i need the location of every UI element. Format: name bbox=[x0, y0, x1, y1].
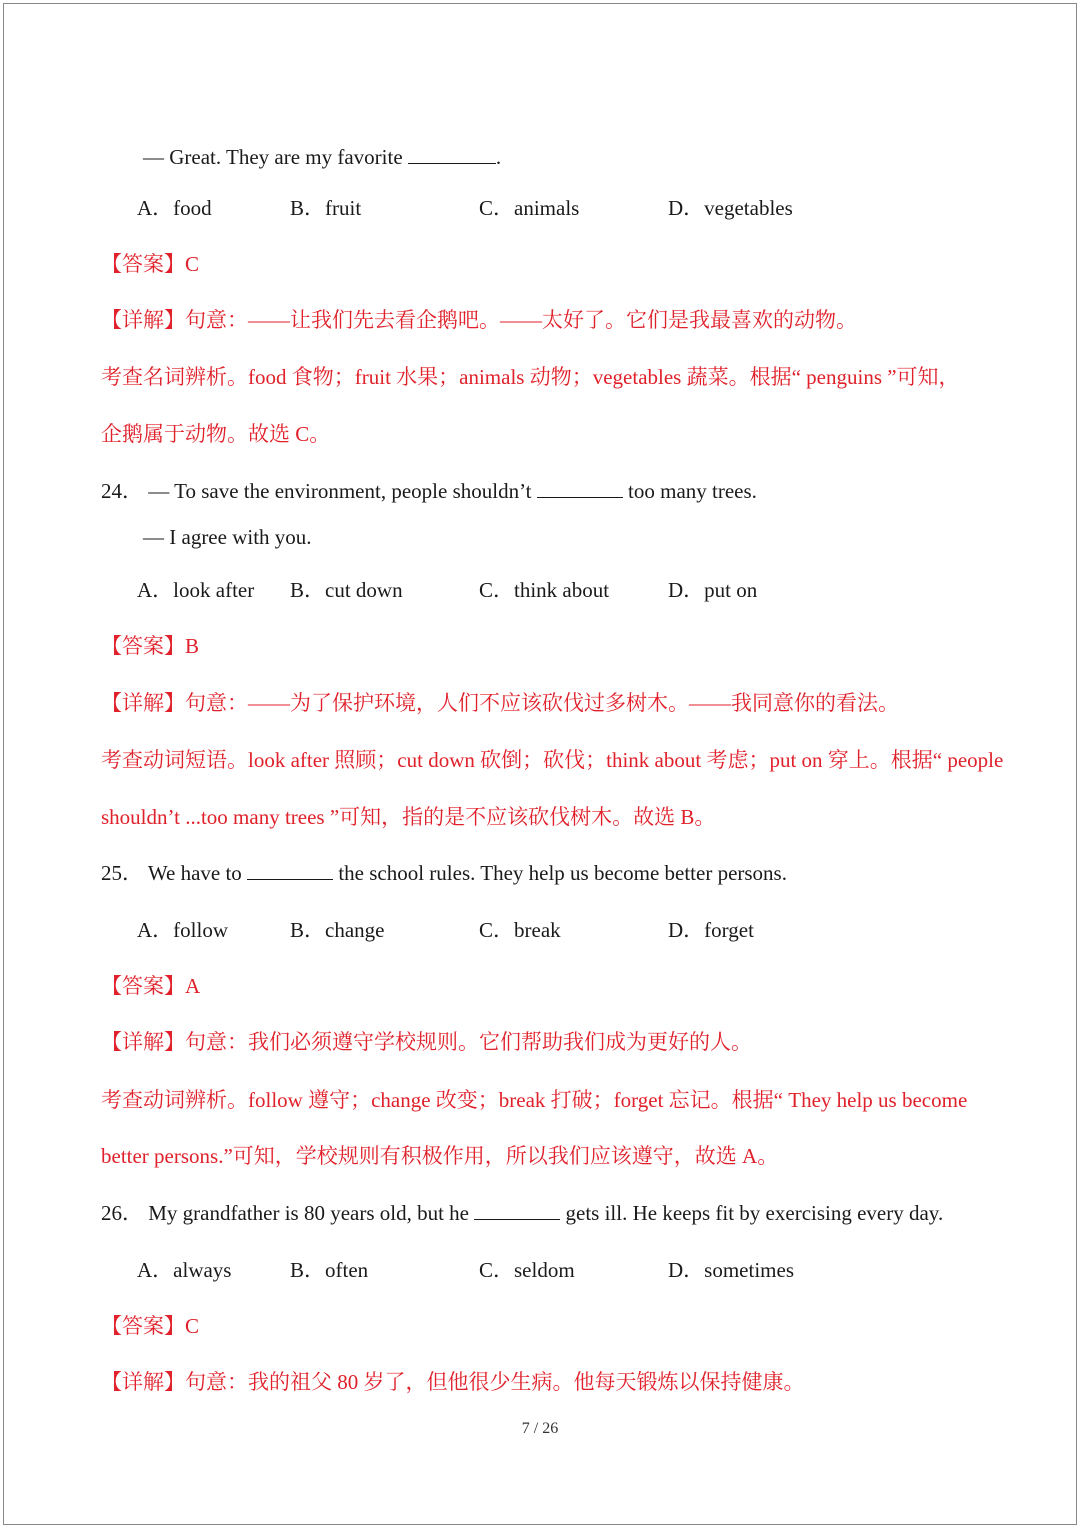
q23-option-a[interactable]: A．food bbox=[137, 196, 212, 220]
q26-detail-1: 【详解】句意：我的祖父 80 岁了，但他很少生病。他每天锻炼以保持健康。 bbox=[101, 1370, 805, 1394]
q24-dialog-2: — I agree with you. bbox=[143, 525, 312, 549]
q25-detail-2: 考查动词辨析。follow 遵守；change 改变；break 打破；forget 忘记。根据“ They help us become bbox=[101, 1088, 968, 1112]
q24-option-a[interactable]: A．look after bbox=[137, 578, 255, 602]
q24-answer-blank bbox=[537, 476, 623, 498]
q25-stem bbox=[101, 857, 787, 887]
q23-detail-3: 企鹅属于动物。故选 C。 bbox=[101, 422, 331, 446]
q24-stem bbox=[101, 475, 757, 505]
q25-number: 25． bbox=[101, 861, 143, 885]
q24-detail-2: 考查动词短语。look after 照顾；cut down 砍倒；砍伐；think about 考虑；put on 穿上。根据“ people bbox=[101, 748, 1004, 772]
q23-dialog-line-2 bbox=[143, 142, 501, 170]
q26-stem-end: gets ill. He keeps fit by exercising every day. bbox=[565, 1201, 944, 1225]
q26-stem-text: My grandfather is 80 years old, but he bbox=[148, 1201, 470, 1225]
q26-stem bbox=[101, 1197, 943, 1227]
q23-option-c[interactable]: C．animals bbox=[479, 196, 580, 220]
document-page bbox=[3, 3, 1077, 1525]
q24-detail-3: shouldn’t ...too many trees ”可知，指的是不应该砍伐树木。故选 B。 bbox=[101, 805, 716, 829]
q24-option-c[interactable]: C．think about bbox=[479, 578, 610, 602]
q25-answer: 【答案】A bbox=[101, 974, 201, 998]
q24-detail-1: 【详解】句意：——为了保护环境，人们不应该砍伐过多树木。——我同意你的看法。 bbox=[101, 691, 899, 715]
q23-option-d[interactable]: D．vegetables bbox=[668, 196, 793, 220]
q23-answer: 【答案】C bbox=[101, 252, 200, 276]
q25-options bbox=[4, 914, 1004, 944]
q24-options bbox=[4, 574, 1004, 604]
q26-number: 26． bbox=[101, 1201, 143, 1225]
q25-answer-blank bbox=[247, 858, 333, 880]
q23-options bbox=[4, 192, 1004, 222]
q24-option-b[interactable]: B．cut down bbox=[290, 578, 403, 602]
q23-dialog-text: — Great. They are my favorite bbox=[143, 145, 403, 169]
q24-dialog-1: — To save the environment, people shouldn’t bbox=[148, 479, 532, 503]
q24-dialog-1-end: too many trees. bbox=[628, 479, 757, 503]
q25-stem-text: We have to bbox=[147, 861, 242, 885]
q25-option-d[interactable]: D．forget bbox=[668, 918, 754, 942]
q26-option-b[interactable]: B．often bbox=[290, 1258, 369, 1282]
q24-option-d[interactable]: D．put on bbox=[668, 578, 758, 602]
q25-stem-end: the school rules. They help us become better persons. bbox=[338, 861, 787, 885]
q25-option-c[interactable]: C．break bbox=[479, 918, 561, 942]
q23-detail-2: 考查名词辨析。food 食物；fruit 水果；animals 动物；vegetables 蔬菜。根据“ penguins ”可知， bbox=[101, 365, 960, 389]
q26-option-a[interactable]: A．always bbox=[137, 1258, 232, 1282]
q26-option-d[interactable]: D．sometimes bbox=[668, 1258, 794, 1282]
q25-option-b[interactable]: B．change bbox=[290, 918, 385, 942]
q26-answer: 【答案】C bbox=[101, 1314, 200, 1338]
q25-detail-3: better persons.”可知，学校规则有积极作用，所以我们应该遵守，故选 A。 bbox=[101, 1144, 779, 1168]
q23-option-b[interactable]: B．fruit bbox=[290, 196, 362, 220]
q26-answer-blank bbox=[474, 1198, 560, 1220]
q23-detail-1: 【详解】句意：——让我们先去看企鹅吧。——太好了。它们是我最喜欢的动物。 bbox=[101, 308, 857, 332]
q26-options bbox=[4, 1254, 1004, 1284]
q24-answer: 【答案】B bbox=[101, 634, 200, 658]
q23-dialog-end: . bbox=[495, 145, 502, 169]
q26-option-c[interactable]: C．seldom bbox=[479, 1258, 575, 1282]
q25-option-a[interactable]: A．follow bbox=[137, 918, 228, 942]
q25-detail-1: 【详解】句意：我们必须遵守学校规则。它们帮助我们成为更好的人。 bbox=[101, 1030, 752, 1054]
page-number: 7 / 26 bbox=[521, 1420, 559, 1437]
q23-answer-blank bbox=[408, 142, 496, 164]
q24-number: 24． bbox=[101, 479, 143, 503]
